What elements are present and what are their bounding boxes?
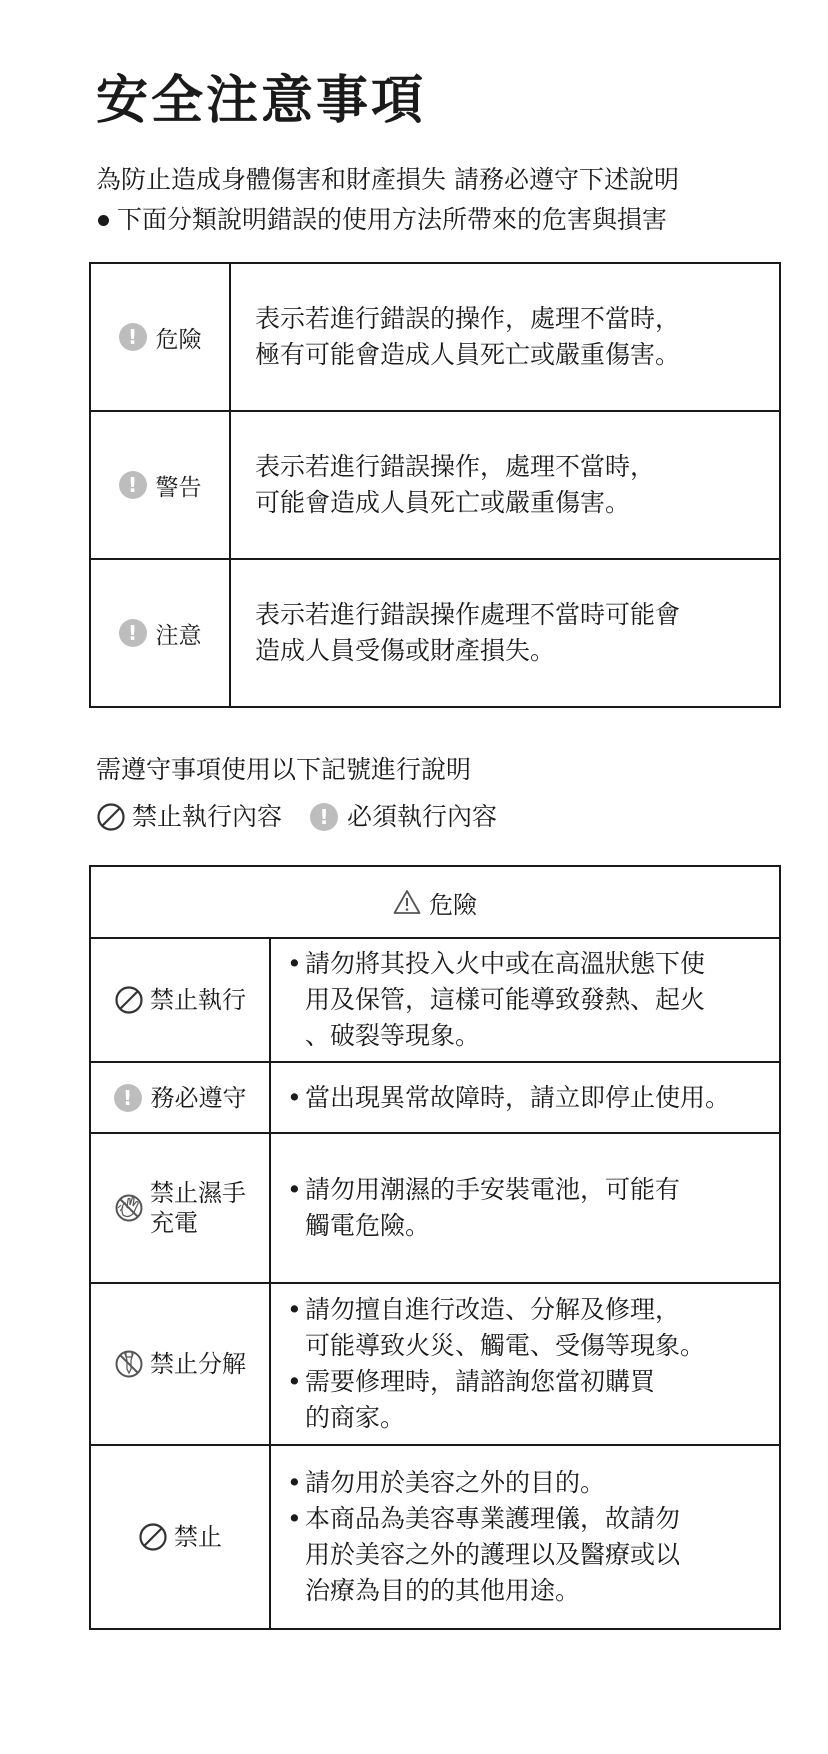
level-label: 注意 <box>155 622 202 649</box>
list-item <box>287 1172 767 1244</box>
exclamation-icon: ! <box>310 803 338 831</box>
legend-item-prohibited <box>96 800 282 834</box>
row-label-cell <box>91 1063 271 1132</box>
list-item <box>287 1501 767 1609</box>
description-line: 極有可能會造成人員死亡或嚴重傷害。 <box>255 340 681 369</box>
list-item <box>287 1292 767 1364</box>
intro <box>96 160 679 240</box>
row-label-cell <box>91 1446 271 1628</box>
level-row-caution <box>91 558 779 706</box>
exclamation-icon: ! <box>119 619 147 647</box>
no-wet-hands-icon <box>114 1193 144 1223</box>
row-label: 禁止 <box>174 1523 222 1551</box>
row-label-cell <box>91 1134 271 1282</box>
exclamation-icon: ! <box>119 323 147 351</box>
bullet-icon: • <box>287 949 302 978</box>
prohibited-icon <box>114 985 144 1015</box>
prohibited-icon <box>96 802 126 832</box>
level-description <box>231 264 779 410</box>
item-text: 需要修理時，請諮詢您當初購買 的商家。 <box>305 1367 656 1432</box>
bullet-icon: • <box>287 1082 302 1112</box>
bullet-icon: • <box>287 1504 302 1533</box>
row-label-cell <box>91 939 271 1061</box>
description-line: 表示若進行錯誤操作處理不當時可能會 <box>255 600 681 629</box>
bullet-icon: • <box>287 1175 302 1204</box>
row-description <box>271 1134 779 1282</box>
description-line: 可能會造成人員死亡或嚴重傷害。 <box>255 488 631 517</box>
bullet-icon: • <box>287 1295 302 1324</box>
level-description <box>231 560 779 706</box>
exclamation-icon: ! <box>114 1084 142 1112</box>
table-row <box>91 1282 779 1444</box>
item-text: 請勿用潮濕的手安裝電池，可能有 觸電危險。 <box>305 1175 681 1240</box>
row-label: 禁止濕手 充電 <box>150 1179 246 1237</box>
row-description <box>271 939 779 1061</box>
level-label-cell <box>91 412 231 558</box>
legend-label: 必須執行內容 <box>347 802 498 831</box>
description-line: 表示若進行錯誤操作，處理不當時， <box>255 452 656 481</box>
table-row <box>91 1061 779 1132</box>
row-label: 務必遵守 <box>150 1083 247 1112</box>
description-line: 造成人員受傷或財產損失。 <box>255 636 556 665</box>
level-label: 危險 <box>155 326 202 353</box>
row-label: 禁止執行 <box>150 986 246 1014</box>
level-label-cell <box>91 264 231 410</box>
no-disassembly-icon <box>114 1349 144 1379</box>
row-description <box>271 1446 779 1628</box>
intro-bullet-text: 下面分類說明錯誤的使用方法所帶來的危害與損害 <box>117 205 668 234</box>
table-header-label: 危險 <box>429 890 477 919</box>
list-item <box>287 1364 767 1436</box>
warning-triangle-icon <box>393 889 421 915</box>
table-row <box>91 1444 779 1628</box>
level-description <box>231 412 779 558</box>
bullet-icon: • <box>287 1367 302 1396</box>
legend-item-mandatory <box>310 800 497 834</box>
item-text: 請勿擅自進行改造、分解及修理， 可能導致火災、觸電、受傷等現象。 <box>305 1295 706 1360</box>
symbol-legend <box>96 800 525 834</box>
table-header <box>91 867 779 939</box>
hazard-level-table <box>89 262 781 708</box>
page-title: 安全注意事項 <box>96 71 427 131</box>
legend-title: 需遵守事項使用以下記號進行說明 <box>96 755 472 784</box>
intro-line: 為防止造成身體傷害和財產損失 請務必遵守下述說明 <box>96 165 679 194</box>
row-label: 禁止分解 <box>150 1350 246 1378</box>
item-text: 當出現異常故障時，請立即停止使用。 <box>305 1082 731 1112</box>
list-item <box>287 1465 767 1501</box>
row-description <box>271 1284 779 1444</box>
row-description <box>271 1063 779 1132</box>
row-label-cell <box>91 1284 271 1444</box>
list-item <box>287 1080 767 1116</box>
level-row-warning <box>91 410 779 558</box>
level-row-danger <box>91 264 779 410</box>
level-label: 警告 <box>155 474 202 501</box>
level-label-cell <box>91 560 231 706</box>
item-text: 請勿將其投入火中或在高溫狀態下使 用及保管，這樣可能導致發熱、起火 、破裂等現象。 <box>305 949 706 1050</box>
table-row <box>91 1132 779 1282</box>
bullet-icon <box>98 215 109 226</box>
item-text: 請勿用於美容之外的目的。 <box>305 1468 606 1497</box>
item-text: 本商品為美容專業護理儀，故請勿 用於美容之外的護理以及醫療或以 治療為目的的其他用途。 <box>305 1504 681 1605</box>
bullet-icon: • <box>287 1468 302 1497</box>
prohibited-icon <box>138 1522 168 1552</box>
intro-bullet-line <box>96 200 679 240</box>
table-row <box>91 939 779 1061</box>
description-line: 表示若進行錯誤的操作，處理不當時， <box>255 304 681 333</box>
legend-label: 禁止執行內容 <box>132 802 283 831</box>
exclamation-icon: ! <box>119 471 147 499</box>
list-item <box>287 946 767 1054</box>
usage-danger-table <box>89 865 781 1630</box>
